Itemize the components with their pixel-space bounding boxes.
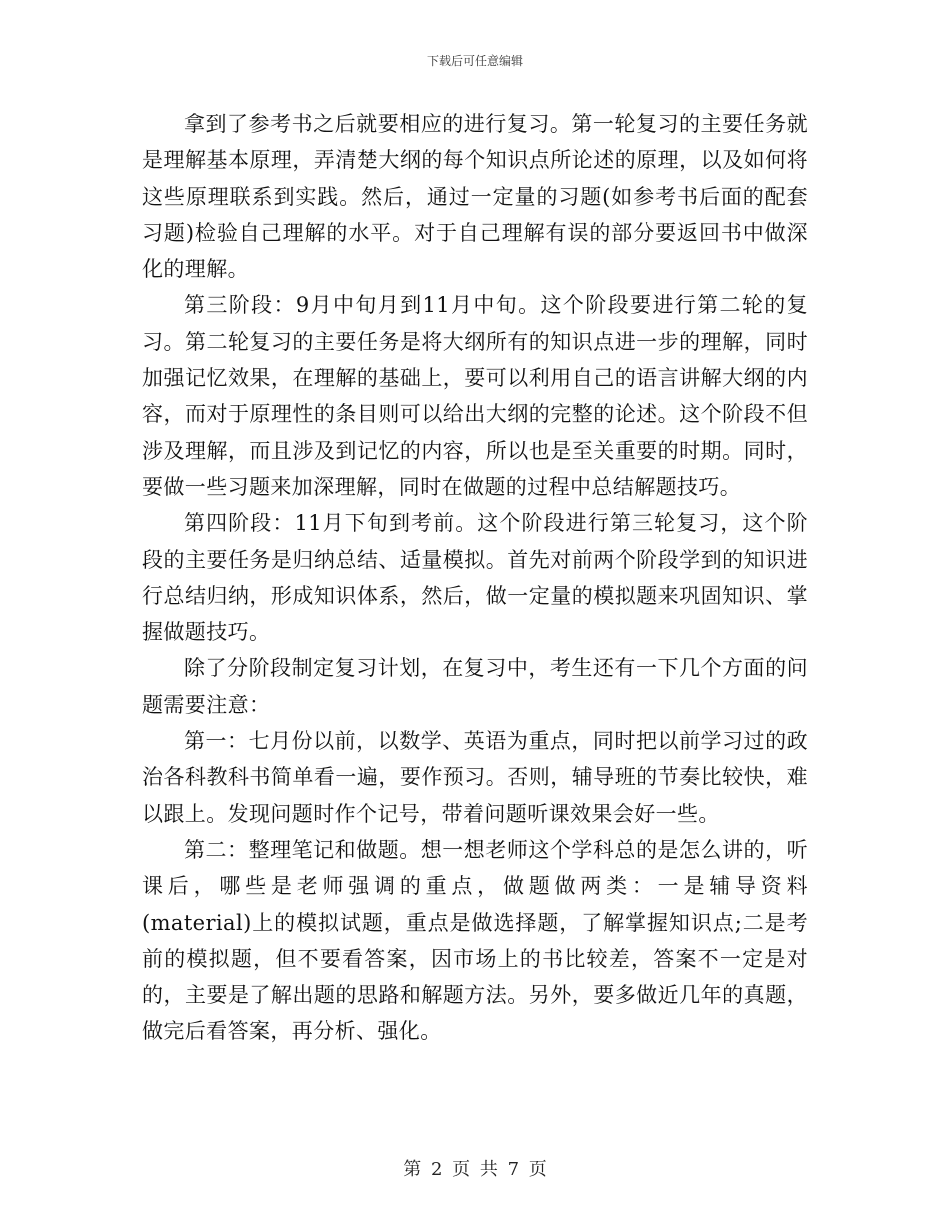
paragraph-notes-intro: 除了分阶段制定复习计划，在复习中，考生还有一下几个方面的问题需要注意： — [142, 656, 808, 717]
paragraph-review-first-round: 拿到了参考书之后就要相应的进行复习。第一轮复习的主要任务就是理解基本原理，弄清楚大纲的每个知识点所论述的原理，以及如何将这些原理联系到实践。然后，通过一定量的习题(如参考书后面的配套习题)检验自己理解的水平。对于自己理解有误的部分要返回书中做深化的理解。 — [142, 112, 808, 282]
paragraph-stage-four: 第四阶段：11月下旬到考前。这个阶段进行第三轮复习，这个阶段的主要任务是归纳总结、适量模拟。首先对前两个阶段学到的知识进行总结归纳，形成知识体系，然后，做一定量的模拟题来巩固知识、掌握做题技巧。 — [142, 511, 808, 645]
paragraph-stage-three: 第三阶段：9月中旬月到11月中旬。这个阶段要进行第二轮的复习。第二轮复习的主要任务是将大纲所有的知识点进一步的理解，同时加强记忆效果，在理解的基础上，要可以利用自己的语言讲解大纲的内容，而对于原理性的条目则可以给出大纲的完整的论述。这个阶段不但涉及理解，而且涉及到记忆的内容，所以也是至关重要的时期。同时，要做一些习题来加深理解，同时在做题的过程中总结解题技巧。 — [142, 293, 808, 499]
document-body — [142, 106, 808, 1050]
header-note: 下载后可任意编辑 — [426, 54, 523, 68]
page-number: 第 2 页 共 7 页 — [403, 1159, 547, 1180]
paragraph-point-one: 第一：七月份以前，以数学、英语为重点，同时把以前学习过的政治各科教科书简单看一遍，要作预习。否则，辅导班的节奏比较快，难以跟上。发现问题时作个记号，带着问题听课效果会好一些。 — [142, 729, 808, 826]
paragraph-point-two: 第二：整理笔记和做题。想一想老师这个学科总的是怎么讲的，听课后，哪些是老师强调的重点，做题做两类：一是辅导资料(material)上的模拟试题，重点是做选择题，了解掌握知识点;二是考前的模拟题，但不要看答案，因市场上的书比较差，答案不一定是对的，主要是了解出题的思路和解题方法。另外，要多做近几年的真题，做完后看答案，再分析、强化。 — [142, 837, 808, 1044]
